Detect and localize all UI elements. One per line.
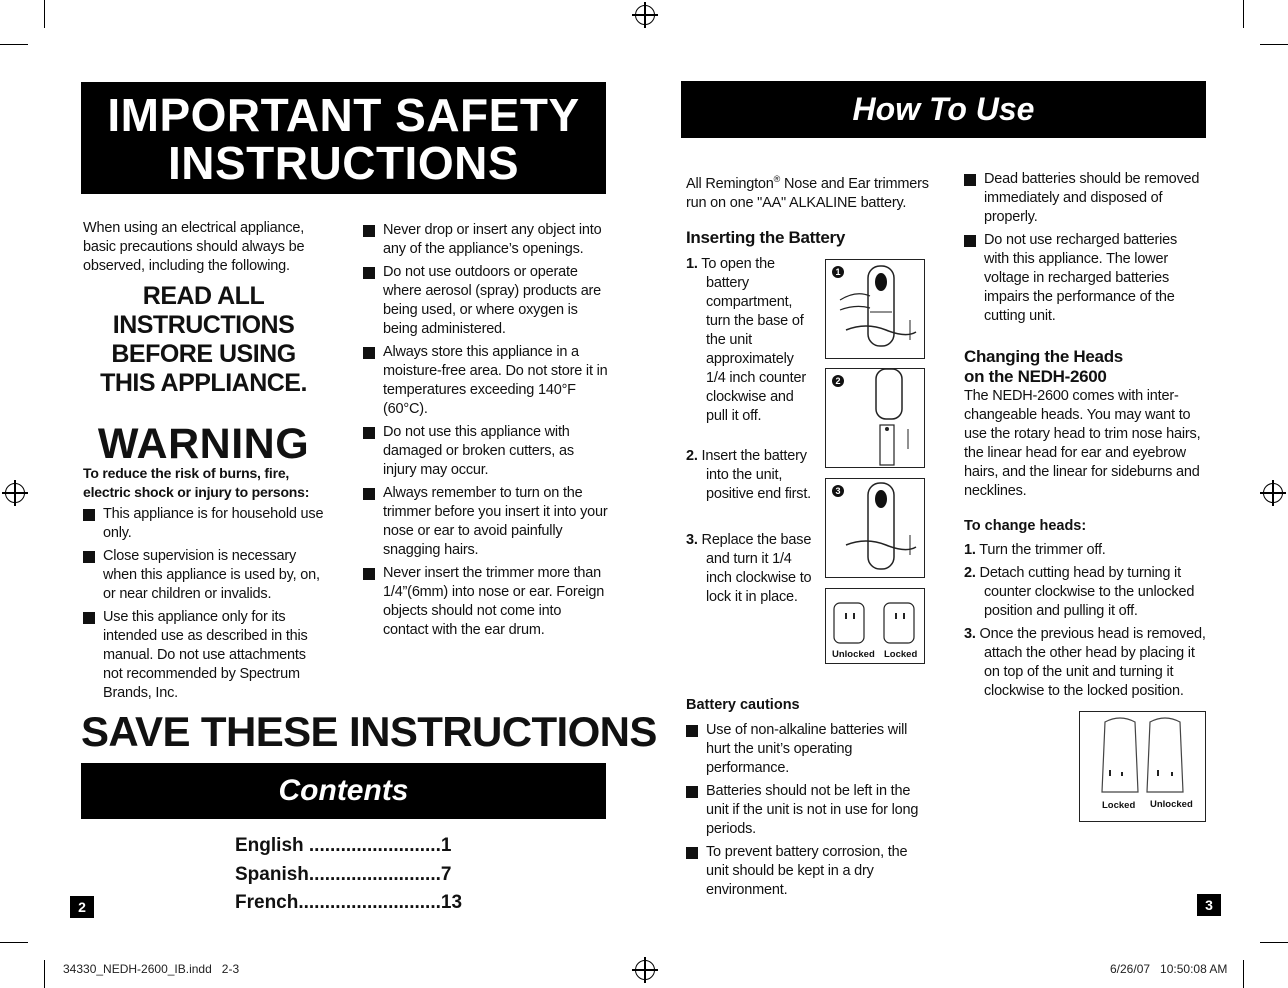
save-instructions-heading: SAVE THESE INSTRUCTIONS bbox=[81, 708, 657, 755]
bullet-square-icon bbox=[686, 725, 698, 737]
registration-mark-icon bbox=[5, 483, 25, 503]
how-to-use-banner bbox=[681, 81, 1206, 138]
safety-title-banner bbox=[81, 82, 606, 194]
battery-cautions-list-a bbox=[686, 721, 921, 904]
warning-item: Do not use outdoors or operate where aerosol (spray) products are being used, or where oxygen is being administered. bbox=[363, 263, 608, 339]
changing-heads-text: The NEDH-2600 comes with inter-changeable heads. You may want to use the rotary head to trim nose hairs, the linear head for ear and eyebrow hairs, and the linear for sideburns and necklines. bbox=[964, 388, 1201, 499]
caution-item: Dead batteries should be removed immediately and disposed of properly. bbox=[964, 170, 1204, 227]
caution-item: To prevent battery corrosion, the unit should be kept in a dry environment. bbox=[686, 843, 921, 900]
bullet-square-icon bbox=[686, 847, 698, 859]
to-change-heads-heading: To change heads: bbox=[964, 518, 1087, 534]
warning-item: Close supervision is necessary when this appliance is used by, on, or near children or invalids. bbox=[83, 547, 328, 604]
bullet-square-icon bbox=[363, 225, 375, 237]
contents-list bbox=[235, 832, 475, 918]
contents-banner bbox=[81, 763, 606, 819]
safety-title-line1: IMPORTANT SAFETY bbox=[107, 89, 580, 141]
warning-item: Always store this appliance in a moisture-free area. Do not store it in temperatures exceeding 140°F (60°C). bbox=[363, 343, 608, 419]
bullet-square-icon bbox=[964, 174, 976, 186]
bullet-square-icon bbox=[83, 612, 95, 624]
bullet-square-icon bbox=[83, 551, 95, 563]
changing-heads-heading: Changing the Heads on the NEDH-2600 bbox=[964, 347, 1123, 386]
figure-step-2: 2 bbox=[825, 368, 925, 468]
bullet-square-icon bbox=[363, 347, 375, 359]
crop-mark bbox=[1243, 0, 1244, 28]
battery-step-1: 1. To open the battery compartment, turn the base of the unit approximately 1/4 inch counter clockwise and pull it off. bbox=[686, 256, 806, 424]
figure-step-1: 1 bbox=[825, 259, 925, 359]
warning-item: Use this appliance only for its intended use as described in this manual. Do not use attachments not recommended by Spectrum Brands, Inc. bbox=[83, 608, 328, 703]
contents-title: Contents bbox=[278, 774, 409, 807]
base-lock-illustration-icon bbox=[826, 589, 924, 649]
figure-lock-positions bbox=[825, 588, 925, 664]
bullet-square-icon bbox=[363, 427, 375, 439]
crop-mark bbox=[1260, 942, 1288, 943]
crop-mark bbox=[0, 942, 28, 943]
fig-label-unlocked: Unlocked bbox=[832, 649, 875, 660]
registration-mark-icon bbox=[1263, 483, 1283, 503]
page-number-right: 3 bbox=[1197, 894, 1221, 916]
warning-item: This appliance is for household use only. bbox=[83, 505, 328, 543]
inserting-battery-heading: Inserting the Battery bbox=[686, 228, 846, 247]
fig2-label-unlocked: Unlocked bbox=[1150, 799, 1193, 810]
head-lock-illustration-icon bbox=[1080, 712, 1205, 804]
bullet-square-icon bbox=[363, 488, 375, 500]
crop-mark bbox=[44, 0, 45, 28]
bullet-square-icon bbox=[686, 786, 698, 798]
warnings-col1 bbox=[83, 505, 328, 707]
warnings-col2 bbox=[363, 221, 608, 644]
battery-step-3: 3. Replace the base and turn it 1/4 inch clockwise to lock it in place. bbox=[686, 532, 812, 605]
page-number-left: 2 bbox=[70, 896, 94, 918]
safety-intro: When using an electrical appliance, basic precautions should always be observed, including the following. bbox=[83, 220, 305, 274]
contents-item-spanish[interactable]: Spanish.........................7 bbox=[235, 863, 452, 885]
figure-head-lock bbox=[1079, 711, 1206, 822]
crop-mark bbox=[1243, 960, 1244, 988]
registration-mark-icon bbox=[635, 5, 655, 25]
footer-timestamp: 6/26/07 10:50:08 AM bbox=[1110, 962, 1228, 976]
read-all-heading: READ ALL INSTRUCTIONS BEFORE USING THIS APPLIANCE. bbox=[100, 282, 307, 397]
caution-item: Batteries should not be left in the unit if the unit is not in use for long periods. bbox=[686, 782, 921, 839]
warning-item: Do not use this appliance with damaged or broken cutters, as injury may occur. bbox=[363, 423, 608, 480]
crop-mark bbox=[0, 44, 28, 45]
fig-label-locked: Locked bbox=[884, 649, 918, 660]
battery-intro: All Remington® Nose and Ear trimmers run on one "AA" ALKALINE battery. bbox=[686, 174, 929, 211]
bullet-square-icon bbox=[363, 568, 375, 580]
caution-item: Use of non-alkaline batteries will hurt the unit’s operating performance. bbox=[686, 721, 921, 778]
bullet-square-icon bbox=[964, 235, 976, 247]
caution-item: Do not use recharged batteries with this appliance. The lower voltage in recharged batteries impairs the performance of the cutting unit. bbox=[964, 231, 1204, 326]
warning-item: Never drop or insert any object into any of the appliance’s openings. bbox=[363, 221, 608, 259]
figure-step-3: 3 bbox=[825, 478, 925, 578]
warning-heading: WARNING bbox=[97, 420, 310, 468]
footer-file-name: 34330_NEDH-2600_IB.indd 2-3 bbox=[63, 962, 240, 976]
battery-cautions-heading: Battery cautions bbox=[686, 697, 800, 713]
change-heads-steps: 1. Turn the trimmer off. 2. Detach cutting head by turning it counter clockwise to the unlocked position and pulling it off. 3. Once the previous head is removed, attach the other head by placing it on top of the unit and turning it clockwise to the locked position. bbox=[964, 542, 1206, 699]
fig2-label-locked: Locked bbox=[1102, 800, 1136, 811]
battery-step-2: 2. Insert the battery into the unit, positive end first. bbox=[686, 448, 811, 502]
safety-title-line2: INSTRUCTIONS bbox=[168, 137, 519, 189]
registered-mark: ® bbox=[773, 174, 781, 184]
warning-item: Never insert the trimmer more than 1/4”(6mm) into nose or ear. Foreign objects should not come into contact with the ear drum. bbox=[363, 564, 608, 640]
contents-item-french[interactable]: French...........................13 bbox=[235, 892, 463, 913]
warning-subheading: To reduce the risk of burns, fire, electric shock or injury to persons: bbox=[83, 465, 310, 500]
crop-mark bbox=[44, 960, 45, 988]
crop-mark bbox=[1260, 44, 1288, 45]
registration-mark-icon bbox=[635, 960, 655, 980]
bullet-square-icon bbox=[363, 267, 375, 279]
warning-item: Always remember to turn on the trimmer before you insert it into your nose or ear to avoid painfully snagging hairs. bbox=[363, 484, 608, 560]
contents-item-english[interactable]: English .........................1 bbox=[235, 835, 452, 856]
bullet-square-icon bbox=[83, 509, 95, 521]
how-to-use-title: How To Use bbox=[852, 91, 1035, 127]
battery-cautions-list-b bbox=[964, 170, 1204, 330]
